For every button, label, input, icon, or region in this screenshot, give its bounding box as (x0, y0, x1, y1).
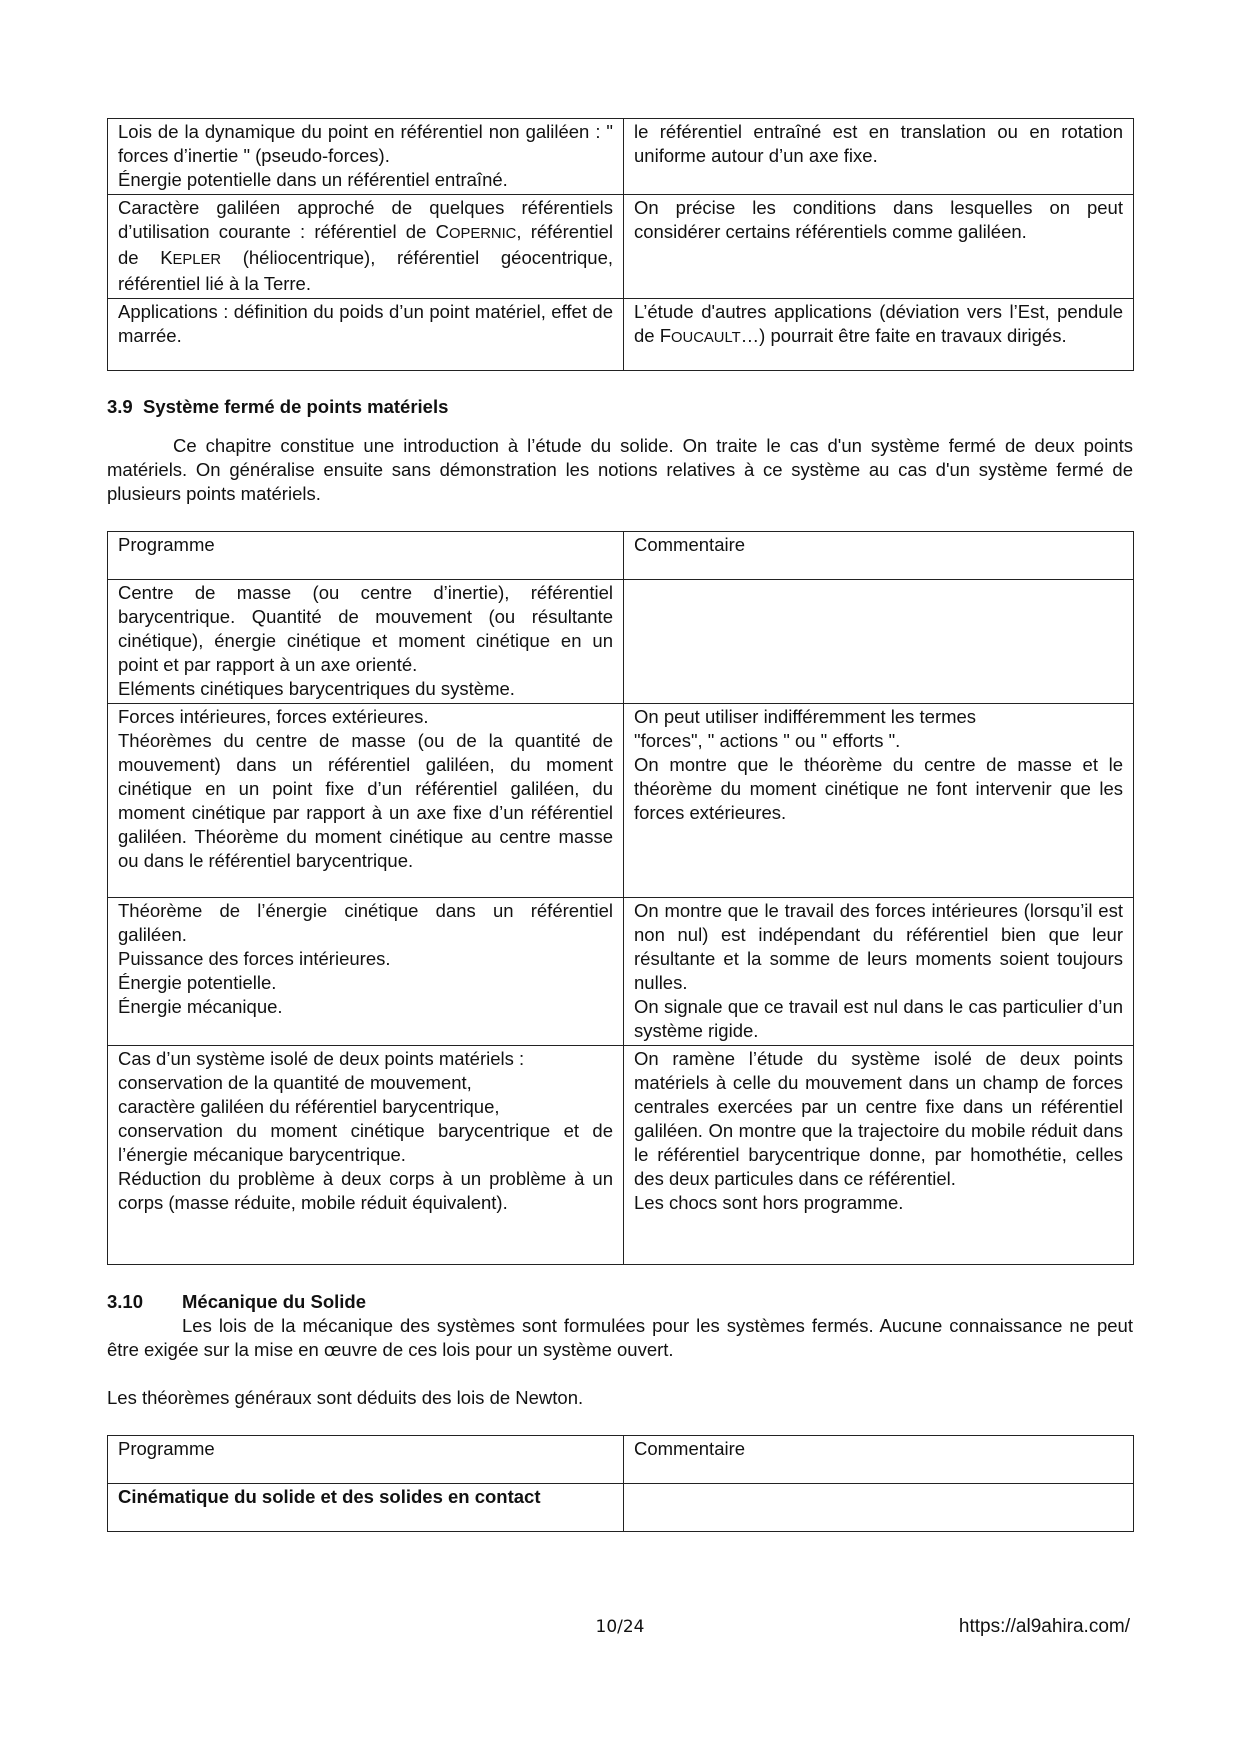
table-cell-programme (108, 580, 624, 704)
section-title: Mécanique du Solide (182, 1291, 366, 1312)
table-header-row (108, 1436, 1134, 1484)
table-row (108, 898, 1134, 1046)
cell-text: Caractère galiléen approché de quelques référentiels d’utilisation courante : référentiel de C (118, 197, 613, 242)
cell-line: Théorèmes du centre de masse (ou de la quantité de mouvement) dans un référentiel galiléen, du moment cinétique en un point fixe d’un référentiel galiléen, du moment cinétique par rapport à un axe fixe d’un référentiel galiléen. Théorème du moment cinétique au centre masse ou dans le référentiel barycentrique. (118, 730, 613, 871)
cell-line: On montre que le travail des forces intérieures (lorsqu’il est non nul) est indépendant du référentiel bien que leur résultante et la somme de leurs moments soient toujours nulles. (634, 900, 1123, 993)
cell-line: Les chocs sont hors programme. (634, 1192, 904, 1213)
table-row (108, 1046, 1134, 1265)
section-heading-310 (107, 1290, 1133, 1314)
table-mecanique-solide (107, 1435, 1134, 1532)
cell-line: Puissance des forces intérieures. (118, 948, 391, 969)
table-header-row (108, 532, 1134, 580)
cell-line: On ramène l’étude du système isolé de deux points matériels à celle du mouvement dans un champ de forces centrales exercées par un centre fixe dans un référentiel galiléen. On montre que la trajectoire du mobile réduit dans le référentiel barycentrique donne, par homothétie, celles des deux particules dans ce référentiel. (634, 1048, 1123, 1189)
table-cell-commentaire (624, 1046, 1134, 1265)
table-cell-programme (108, 299, 624, 371)
table-row (108, 1484, 1134, 1532)
table-row (108, 195, 1134, 299)
table-cell-programme (108, 119, 624, 195)
section-paragraph: Les théorèmes généraux sont déduits des lois de Newton. (107, 1387, 584, 1408)
table-row (108, 119, 1134, 195)
table-row (108, 704, 1134, 898)
section-number: 3.10 (107, 1291, 144, 1312)
table-cell-commentaire (624, 898, 1134, 1046)
cell-line: Applications : définition du poids d’un point matériel, effet de marrée. (118, 301, 613, 346)
cell-line: Énergie mécanique. (118, 996, 283, 1017)
table-cell-commentaire (624, 1484, 1134, 1532)
cell-line: caractère galiléen du référentiel barycentrique, (118, 1096, 500, 1117)
cell-smallcaps: OUCAULT (671, 330, 741, 346)
cell-line: Théorème de l’énergie cinétique dans un référentiel galiléen. (118, 900, 613, 945)
cell-line: le référentiel entraîné est en translation ou en rotation uniforme autour d’un axe fixe. (634, 121, 1123, 166)
cell-line: On précise les conditions dans lesquelles on peut considérer certains référentiels comme galiléen. (634, 197, 1123, 242)
cell-line: "forces", " actions " ou " efforts ". (634, 730, 901, 751)
table-cell-programme: Cinématique du solide et des solides en contact (108, 1484, 624, 1532)
cell-text: (héliocentrique), référentiel géocentrique, référentiel lié à la Terre. (118, 247, 613, 294)
table-cell-programme (108, 195, 624, 299)
table-row (108, 580, 1134, 704)
column-header-commentaire: Commentaire (624, 532, 1134, 580)
footer-url: https://al9ahira.com/ (958, 1616, 1130, 1637)
cell-line: conservation de la quantité de mouvement, (118, 1072, 472, 1093)
column-header-programme: Programme (108, 532, 624, 580)
table-cell-commentaire (624, 704, 1134, 898)
table-dynamics-continued (107, 118, 1134, 371)
table-cell-programme (108, 898, 624, 1046)
section-intro: Ce chapitre constitue une introduction à l’étude du solide. On traite le cas d'un système fermé de deux points matériels. On généralise ensuite sans démonstration les notions relatives à ce système au cas d'un système fermé de plusieurs points matériels. (107, 435, 1133, 504)
section-heading: 3.9 Système fermé de points matériels (107, 396, 449, 417)
cell-smallcaps: EPLER (172, 252, 222, 268)
cell-text: L’étude d'autres applications (déviation vers l’Est, pendule de F (634, 301, 1123, 346)
table-cell-programme (108, 1046, 624, 1265)
table-cell-commentaire (624, 195, 1134, 299)
cell-line: Lois de la dynamique du point en référentiel non galiléen : " forces d’inertie " (pseudo-forces). (118, 121, 613, 166)
table-cell-commentaire (624, 119, 1134, 195)
column-header-commentaire: Commentaire (624, 1436, 1134, 1484)
cell-line: On montre que le théorème du centre de masse et le théorème du moment cinétique ne font intervenir que les forces extérieures. (634, 754, 1123, 823)
cell-line: Réduction du problème à deux corps à un problème à un corps (masse réduite, mobile réduit équivalent). (118, 1168, 613, 1213)
cell-line: Cas d’un système isolé de deux points matériels : (118, 1048, 525, 1069)
table-systeme-ferme (107, 531, 1134, 1265)
page-content (107, 118, 1133, 1532)
table-cell-commentaire (624, 299, 1134, 371)
table-cell-programme (108, 704, 624, 898)
page-number: 10/24 (595, 1617, 645, 1637)
cell-text: , référentiel de K (118, 221, 613, 268)
cell-line: Énergie potentielle. (118, 972, 277, 993)
cell-line: Forces intérieures, forces extérieures. (118, 706, 429, 727)
cell-line: Centre de masse (ou centre d’inertie), référentiel barycentrique. Quantité de mouvement (ou résultante cinétique), énergie cinétique et moment cinétique en un point et par rapport à un axe orienté. (118, 582, 613, 675)
cell-text: …) pourrait être faite en travaux dirigés. (740, 325, 1067, 346)
cell-smallcaps: OPERNIC (448, 226, 517, 242)
section-paragraph: Les lois de la mécanique des systèmes sont formulées pour les systèmes fermés. Aucune connaissance ne peut être exigée sur la mise en œuvre de ces lois pour un système ouvert. (107, 1315, 1133, 1360)
cell-line: Énergie potentielle dans un référentiel entraîné. (118, 169, 508, 190)
cell-line: On signale que ce travail est nul dans le cas particulier d’un système rigide. (634, 996, 1123, 1041)
cell-line: conservation du moment cinétique barycentrique et de l’énergie mécanique barycentrique. (118, 1120, 613, 1165)
cell-line: On peut utiliser indifféremment les termes (634, 706, 977, 727)
table-cell-commentaire (624, 580, 1134, 704)
table-row (108, 299, 1134, 371)
column-header-programme: Programme (108, 1436, 624, 1484)
cell-line: Eléments cinétiques barycentriques du système. (118, 678, 515, 699)
